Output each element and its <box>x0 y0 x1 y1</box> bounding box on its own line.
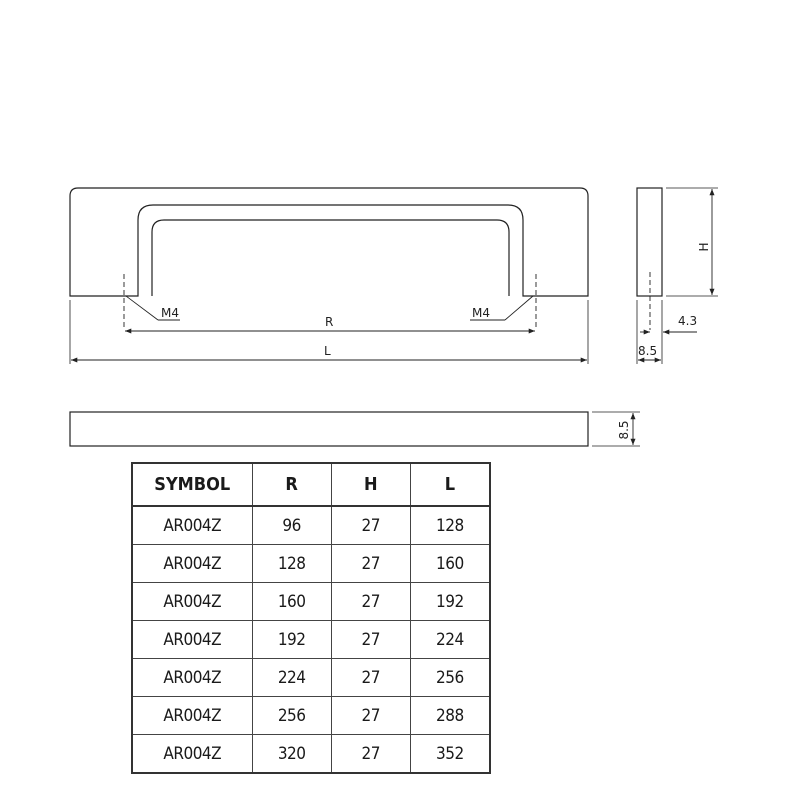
handle-inner-outline <box>124 198 538 296</box>
top-profile <box>70 412 588 446</box>
cell-h: 27 <box>331 583 410 621</box>
label-dim-offset: 4.3 <box>678 314 698 328</box>
cell-symbol: AR004Z <box>132 506 252 545</box>
label-dim-r: R <box>325 315 334 329</box>
label-dim-l: L <box>324 344 331 358</box>
cell-h: 27 <box>331 659 410 697</box>
table-row <box>132 697 490 735</box>
cell-symbol: AR004Z <box>132 697 252 735</box>
label-dim-h: H <box>697 242 711 252</box>
cell-symbol: AR004Z <box>132 621 252 659</box>
cell-l: 128 <box>410 506 490 545</box>
cell-symbol: AR004Z <box>132 659 252 697</box>
cell-l: 160 <box>410 545 490 583</box>
cell-symbol: AR004Z <box>132 583 252 621</box>
cell-r: 160 <box>252 583 331 621</box>
cell-r: 128 <box>252 545 331 583</box>
table-row <box>132 735 490 774</box>
table-header-row <box>132 463 490 506</box>
table-row <box>132 545 490 583</box>
cell-r: 320 <box>252 735 331 774</box>
header-symbol: SYMBOL <box>132 463 252 506</box>
cell-l: 192 <box>410 583 490 621</box>
top-view <box>70 412 640 446</box>
cell-symbol: AR004Z <box>132 735 252 774</box>
handle-loop-outer <box>138 205 523 296</box>
cell-l: 256 <box>410 659 490 697</box>
cell-l: 352 <box>410 735 490 774</box>
cell-symbol: AR004Z <box>132 545 252 583</box>
label-m4-left: M4 <box>161 306 179 320</box>
spec-table <box>131 462 491 774</box>
header-l: L <box>410 463 490 506</box>
cell-l: 224 <box>410 621 490 659</box>
header-h: H <box>331 463 410 506</box>
cell-h: 27 <box>331 621 410 659</box>
handle-outline <box>70 188 588 296</box>
cell-r: 224 <box>252 659 331 697</box>
leader-right <box>505 296 533 320</box>
side-profile <box>637 188 662 296</box>
front-view <box>70 188 588 364</box>
handle-leg-left <box>138 207 153 296</box>
cell-l: 288 <box>410 697 490 735</box>
cell-h: 27 <box>331 697 410 735</box>
handle-loop-inner <box>152 220 509 296</box>
table-row <box>132 506 490 545</box>
cell-h: 27 <box>331 506 410 545</box>
side-view <box>637 188 718 364</box>
label-m4-right: M4 <box>472 306 490 320</box>
header-r: R <box>252 463 331 506</box>
cell-h: 27 <box>331 735 410 774</box>
cell-r: 96 <box>252 506 331 545</box>
cell-h: 27 <box>331 545 410 583</box>
leader-left <box>126 296 158 320</box>
cell-r: 256 <box>252 697 331 735</box>
label-dim-width: 8.5 <box>638 344 658 358</box>
label-dim-thickness: 8.5 <box>617 420 631 440</box>
cell-r: 192 <box>252 621 331 659</box>
table-row <box>132 659 490 697</box>
table-row <box>132 583 490 621</box>
table-row <box>132 621 490 659</box>
